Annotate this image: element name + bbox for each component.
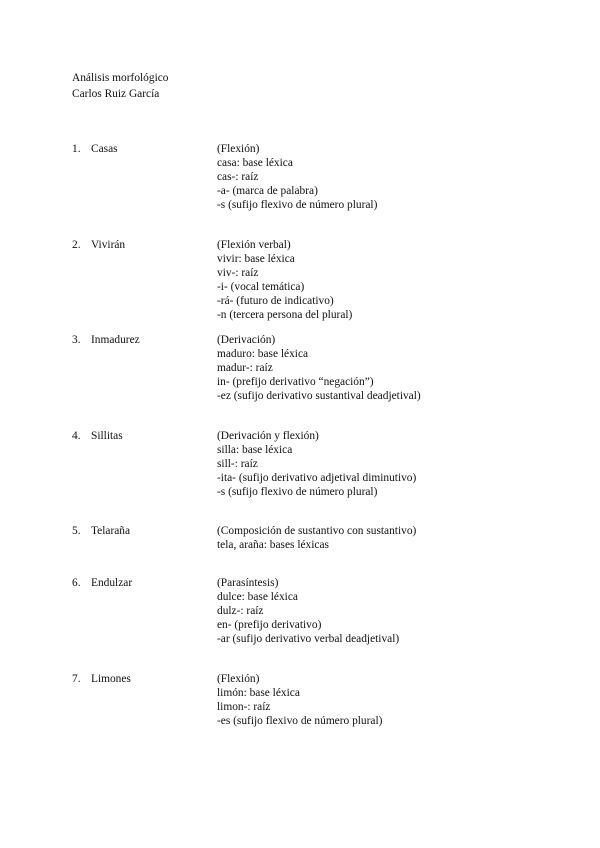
- analysis-line: dulz-: raíz: [217, 605, 264, 617]
- analysis-line: en- (prefijo derivativo): [217, 619, 322, 631]
- analysis-line: -n (tercera persona del plural): [217, 308, 353, 321]
- analysis-entry: [72, 429, 552, 525]
- entry-word: Sillitas: [91, 429, 123, 442]
- analysis-list: [72, 142, 552, 767]
- entry-number: 4.: [72, 429, 81, 442]
- entry-analysis: [217, 333, 421, 403]
- entry-analysis: [217, 238, 352, 322]
- analysis-line: -i- (vocal temática): [217, 280, 305, 293]
- analysis-entry: [72, 524, 552, 576]
- analysis-line: -a- (marca de palabra): [217, 185, 318, 197]
- entry-analysis: [217, 576, 399, 646]
- analysis-type: (Derivación y flexión): [217, 429, 319, 442]
- analysis-type: (Flexión): [217, 143, 260, 155]
- analysis-type: (Flexión): [217, 672, 260, 685]
- document-author: Carlos Ruiz García: [72, 87, 160, 100]
- entry-word: Vivirán: [91, 238, 126, 251]
- entry-number: 1.: [72, 143, 81, 155]
- analysis-line: madur-: raíz: [217, 362, 273, 374]
- analysis-line: limón: base léxica: [217, 686, 300, 699]
- entry-number: 2.: [72, 238, 81, 251]
- analysis-line: limon-: raíz: [217, 700, 271, 713]
- analysis-entry: [72, 333, 552, 429]
- entry-word: Casas: [91, 143, 118, 155]
- analysis-type: (Composición de sustantivo con sustantivo): [217, 525, 417, 537]
- analysis-type: (Derivación): [217, 334, 276, 346]
- entry-number: 5.: [72, 525, 81, 537]
- document-header: [72, 71, 169, 102]
- analysis-line: tela, araña: bases léxicas: [217, 539, 329, 551]
- document-title: Análisis morfológico: [72, 72, 169, 84]
- analysis-line: -es (sufijo flexivo de número plural): [217, 714, 383, 727]
- entry-number: 7.: [72, 672, 81, 685]
- analysis-entry: [72, 238, 552, 334]
- analysis-line: -ar (sufijo derivativo verbal deadjetival): [217, 633, 400, 645]
- entry-number: 6.: [72, 577, 81, 589]
- analysis-line: vivir: base léxica: [217, 252, 295, 265]
- analysis-line: viv-: raíz: [217, 266, 259, 279]
- entry-number: 3.: [72, 334, 81, 346]
- entry-analysis: [217, 429, 416, 499]
- entry-analysis: [217, 142, 377, 212]
- analysis-line: sill-: raíz: [217, 457, 258, 470]
- analysis-line: -ita- (sufijo derivativo adjetival diminutivo): [217, 471, 417, 484]
- analysis-line: -rá- (futuro de indicativo): [217, 294, 334, 307]
- analysis-line: dulce: base léxica: [217, 591, 298, 603]
- analysis-line: in- (prefijo derivativo “negación”): [217, 376, 374, 388]
- analysis-line: maduro: base léxica: [217, 348, 309, 360]
- analysis-line: casa: base léxica: [217, 157, 293, 169]
- analysis-type: (Flexión verbal): [217, 238, 291, 251]
- analysis-entry: [72, 142, 552, 238]
- analysis-entry: [72, 576, 552, 672]
- entry-analysis: [217, 524, 416, 552]
- entry-analysis: [217, 672, 382, 728]
- entry-word: Limones: [91, 672, 131, 685]
- analysis-line: -s (sufijo flexivo de número plural): [217, 485, 378, 498]
- analysis-type: (Parasíntesis): [217, 577, 279, 589]
- analysis-line: -ez (sufijo derivativo sustantival deadjetival): [217, 390, 421, 402]
- entry-word: Endulzar: [91, 577, 133, 589]
- analysis-entry: [72, 672, 552, 768]
- entry-word: Telaraña: [91, 525, 131, 537]
- analysis-line: -s (sufijo flexivo de número plural): [217, 199, 378, 211]
- entry-word: Inmadurez: [91, 334, 140, 346]
- analysis-line: silla: base léxica: [217, 443, 293, 456]
- analysis-line: cas-: raíz: [217, 171, 259, 183]
